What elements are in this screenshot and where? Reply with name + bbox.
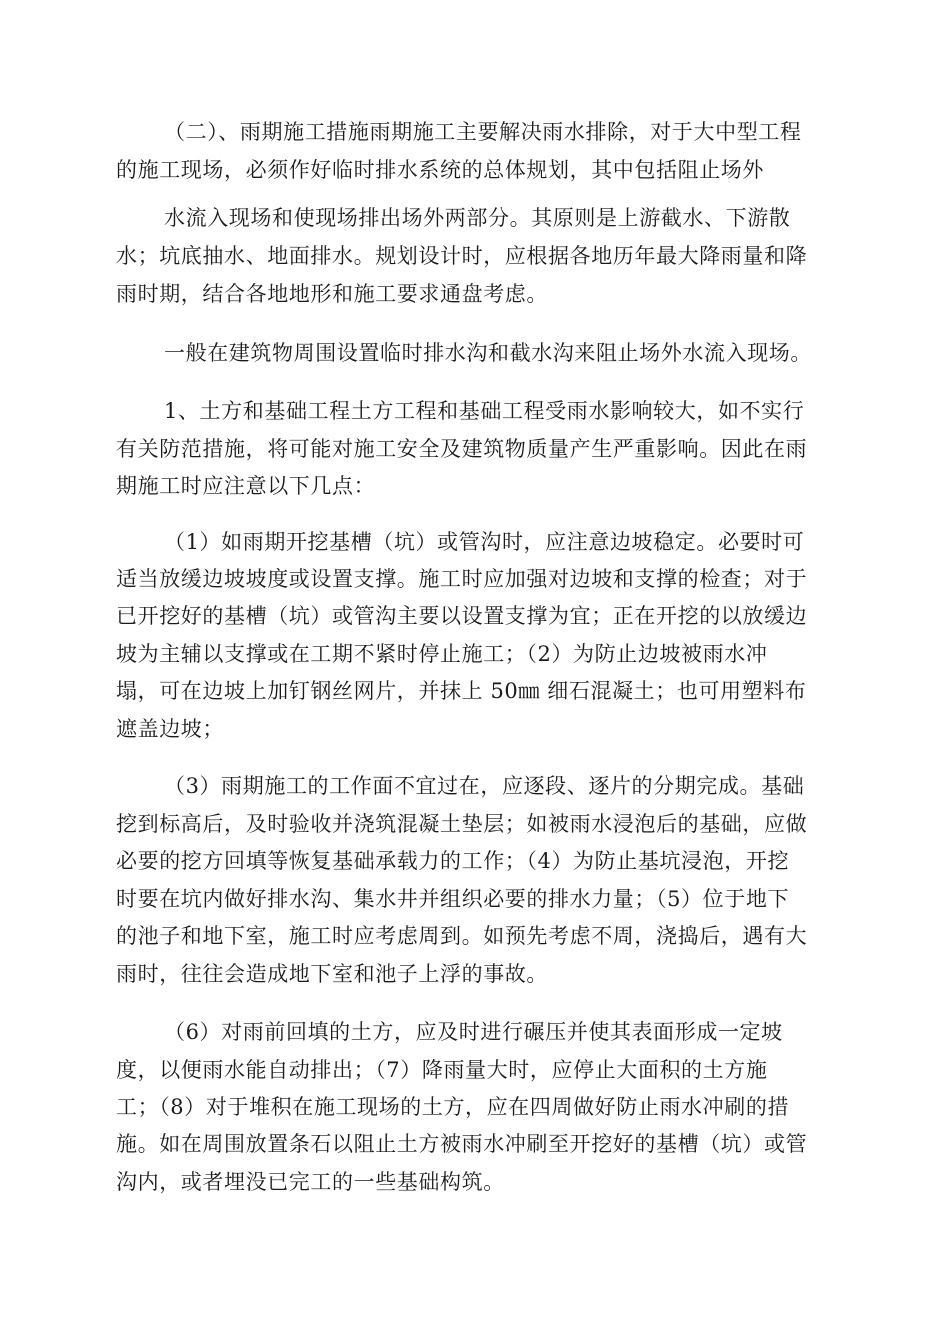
text-line: 的池子和地下室，施工时应考虑周到。如预先考虑不周，浇捣后，遇有大 <box>116 924 808 948</box>
text-line: 塌，可在边坡上加钉钢丝网片，并抹上 50㎜ 细石混凝土；也可用塑料布 <box>116 679 807 703</box>
text-line: 时要在坑内做好排水沟、集水井并组织必要的排水力量；（5）位于地下 <box>116 887 790 911</box>
text-line: 的施工现场，必须作好临时排水系统的总体规划，其中包括阻止场外 <box>116 158 764 182</box>
text-line: 工；（8）对于堆积在施工现场的土方，应在四周做好防止雨水冲刷的措 <box>116 1095 790 1119</box>
text-line: 雨时，往往会造成地下室和池子上浮的事故。 <box>116 962 548 986</box>
text-line: 适当放缓边坡坡度或设置支撑。施工时应加强对边坡和支撑的检查；对于 <box>116 567 808 591</box>
text-line: 雨时期，结合各地地形和施工要求通盘考虑。 <box>116 282 548 306</box>
text-line: （3）雨期施工的工作面不宜过在，应逐段、逐片的分期完成。基础 <box>164 774 805 798</box>
text-line: 一般在建筑物周围设置临时排水沟和截水沟来阻止场外水流入现场。 <box>164 341 812 365</box>
text-line: 水；坑底抽水、地面排水。规划设计时，应根据各地历年最大降雨量和降 <box>116 244 808 268</box>
text-line: 已开挖好的基槽（坑）或管沟主要以设置支撑为宜；正在开挖的以放缓边 <box>116 604 808 628</box>
text-line: （1）如雨期开挖基槽（坑）或管沟时，应注意边坡稳定。必要时可 <box>164 530 805 554</box>
text-line: （二）、雨期施工措施雨期施工主要解决雨水排除，对于大中型工程 <box>164 120 802 144</box>
text-line: 水流入现场和使现场排出场外两部分。其原则是上游截水、下游散 <box>164 206 791 230</box>
text-line: 期施工时应注意以下几点： <box>116 474 376 498</box>
text-line: 施。如在周围放置条石以阻止土方被雨水冲刷至开挖好的基槽（坑）或管 <box>116 1132 808 1156</box>
text-line: 遮盖边坡； <box>116 717 224 741</box>
text-line: 必要的挖方回填等恢复基础承载力的工作；（4）为防止基坑浸泡，开挖 <box>116 849 790 873</box>
text-line: 坡为主辅以支撑或在工期不紧时停止施工；（2）为防止边坡被雨水冲 <box>116 642 768 666</box>
text-line: 度，以便雨水能自动排出；（7）降雨量大时，应停止大面积的土方施 <box>116 1058 768 1082</box>
text-line: 1、土方和基础工程土方工程和基础工程受雨水影响较大，如不实行 <box>164 399 805 423</box>
text-line: 有关防范措施，将可能对施工安全及建筑物质量产生严重影响。因此在雨 <box>116 437 808 461</box>
text-line: （6）对雨前回填的土方，应及时进行碾压并使其表面形成一定坡 <box>164 1020 783 1044</box>
text-line: 挖到标高后，及时验收并浇筑混凝土垫层；如被雨水浸泡后的基础，应做 <box>116 812 808 836</box>
text-line: 沟内，或者埋没已完工的一些基础构筑。 <box>116 1170 505 1194</box>
